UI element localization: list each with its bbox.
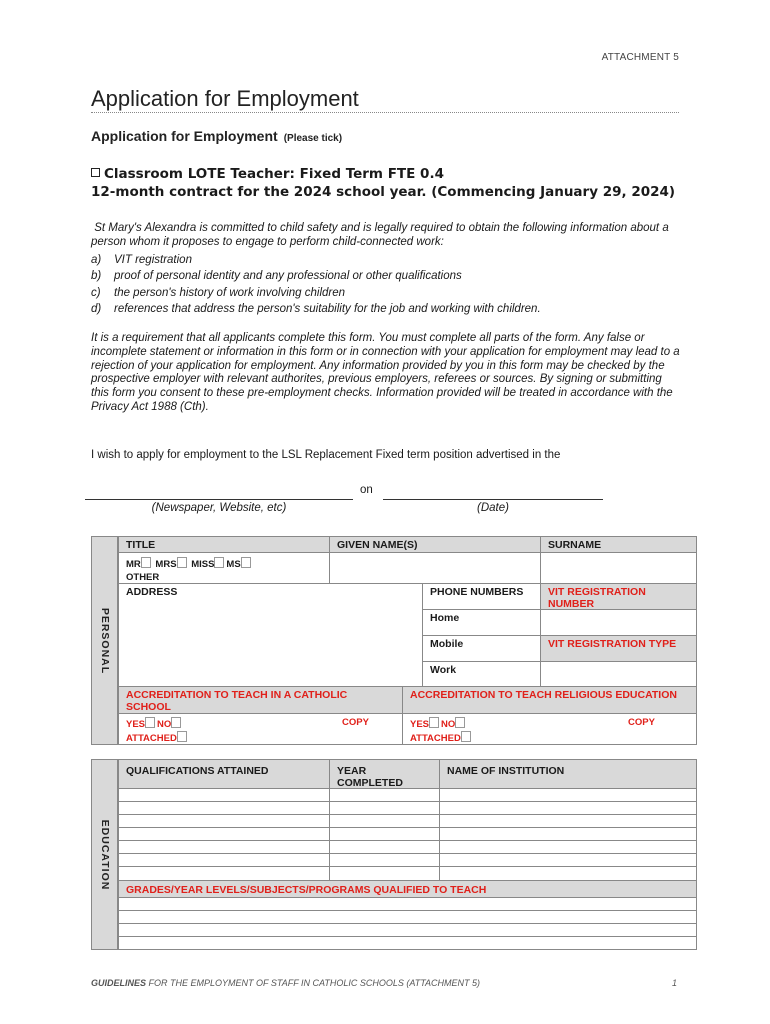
title-option-miss[interactable] [191, 559, 226, 570]
year-field[interactable] [329, 840, 440, 854]
mr-checkbox[interactable] [141, 557, 151, 568]
attached-label: ATTACHED [126, 733, 177, 744]
grades-header: GRADES/YEAR LEVELS/SUBJECTS/PROGRAMS QUALIFIED TO TEACH [118, 880, 697, 898]
home-label: Home [430, 612, 460, 624]
miss-label: MISS [191, 559, 215, 570]
institution-header: NAME OF INSTITUTION [439, 759, 697, 789]
yes-label: YES [410, 719, 430, 730]
surname-field[interactable] [540, 552, 697, 584]
catholic-yes[interactable] [126, 719, 157, 730]
title-option-mrs[interactable] [155, 559, 188, 570]
accreditation-catholic-label: ACCREDITATION TO TEACH IN A CATHOLIC SCHOOL [118, 686, 403, 714]
qualification-field[interactable] [118, 827, 330, 841]
position-contract: 12-month contract for the 2024 school year. (Commencing January 29, 2024) [91, 184, 676, 200]
qualification-field[interactable] [118, 814, 330, 828]
ms-label: MS [226, 559, 241, 570]
given-names-header: GIVEN NAME(S) [329, 536, 541, 553]
miss-checkbox[interactable] [214, 557, 224, 568]
yes-checkbox[interactable] [145, 717, 155, 728]
no-checkbox[interactable] [455, 717, 465, 728]
institution-field[interactable] [439, 840, 697, 854]
child-safety-intro [91, 222, 681, 249]
qualifications-header: QUALIFICATIONS ATTAINED [118, 759, 330, 789]
list-item [91, 253, 681, 269]
list-item [91, 269, 681, 285]
mrs-label: MRS [155, 559, 177, 570]
vit-number-label: VIT REGISTRATION NUMBER [540, 583, 697, 610]
list-item [91, 286, 681, 302]
section-heading-text: Application for Employment [91, 128, 278, 144]
position-checkbox[interactable] [91, 168, 100, 177]
attached-label: ATTACHED [410, 733, 461, 744]
date-field[interactable] [383, 499, 603, 500]
mr-label: MR [126, 559, 141, 570]
section-heading [91, 128, 342, 144]
copy-label: COPY [628, 717, 655, 728]
grades-field[interactable] [118, 897, 697, 911]
address-field[interactable] [118, 583, 423, 687]
accreditation-religious-options [402, 713, 697, 745]
accreditation-catholic-options [118, 713, 403, 745]
address-label: ADDRESS [126, 586, 178, 598]
list-text: the person's history of work involving children [114, 286, 346, 299]
requirement-paragraph: It is a requirement that all applicants complete this form. You must complete all parts of the form. Any false or incomplete statement or information in this form or in connection with your application for employment may lead to a rejection of your application for employment. Any information provided by you in this form may be checked by the prospective employer with relevant authorites, previous employers, referees or sources. By signing or submitting this form you consent to these pre-employment checks. Information provided will be treated in accordance with the Privacy Act 1988 (Cth). [91, 332, 680, 413]
institution-field[interactable] [439, 788, 697, 802]
requirements-list [91, 253, 681, 318]
accreditation-religious-label: ACCREDITATION TO TEACH RELIGIOUS EDUCATION [402, 686, 697, 714]
work-phone-field[interactable] [422, 661, 541, 687]
newspaper-field[interactable] [85, 499, 353, 500]
list-text: references that address the person's suitability for the job and working with children. [114, 302, 541, 315]
title-header: TITLE [118, 536, 330, 553]
qualification-field[interactable] [118, 853, 330, 867]
title-option-mr[interactable] [126, 559, 153, 570]
attached-checkbox[interactable] [177, 731, 187, 742]
phone-numbers-label: PHONE NUMBERS [422, 583, 541, 610]
list-letter: d) [91, 302, 102, 315]
on-label: on [360, 484, 373, 496]
education-side-label [91, 759, 118, 950]
grades-field[interactable] [118, 910, 697, 924]
yes-checkbox[interactable] [429, 717, 439, 728]
title-option-ms[interactable] [226, 559, 252, 570]
surname-header: SURNAME [540, 536, 697, 553]
institution-field[interactable] [439, 853, 697, 867]
list-letter: a) [91, 254, 102, 266]
yes-label: YES [126, 719, 146, 730]
list-text: proof of personal identity and any professional or other qualifications [114, 270, 462, 283]
newspaper-caption: (Newspaper, Website, etc) [151, 502, 287, 514]
no-label: NO [441, 719, 456, 730]
institution-field[interactable] [439, 801, 697, 815]
religious-no[interactable] [441, 719, 467, 730]
attachment-label: ATTACHMENT 5 [601, 52, 679, 63]
grades-field[interactable] [118, 936, 697, 950]
year-field[interactable] [329, 827, 440, 841]
catholic-no[interactable] [157, 719, 183, 730]
page-number: 1 [672, 978, 678, 988]
no-label: NO [157, 719, 172, 730]
religious-attached[interactable] [410, 733, 473, 744]
position-title: Classroom LOTE Teacher: Fixed Term FTE 0.4 [104, 166, 444, 182]
footer-guidelines [91, 978, 480, 988]
list-item [91, 302, 681, 318]
year-field[interactable] [329, 866, 440, 881]
religious-yes[interactable] [410, 719, 441, 730]
education-label-text: EDUCATION [98, 819, 111, 890]
intro-text: St Mary's Alexandra is committed to child safety and is legally required to obtain the following information about a person whom it proposes to engage to perform child-connected work: [91, 222, 669, 248]
mobile-label: Mobile [430, 638, 464, 650]
institution-field[interactable] [439, 866, 697, 881]
mrs-checkbox[interactable] [177, 557, 187, 568]
work-label: Work [430, 664, 457, 676]
footer-guidelines-bold: GUIDELINES [91, 978, 147, 988]
footer-guidelines-rest: FOR THE EMPLOYMENT OF STAFF IN CATHOLIC SCHOOLS (ATTACHMENT 5) [146, 978, 481, 988]
list-text: VIT registration [114, 254, 192, 266]
title-divider [91, 112, 679, 113]
institution-field[interactable] [439, 814, 697, 828]
other-label: OTHER [126, 572, 160, 583]
list-letter: c) [91, 286, 101, 299]
please-tick-note: (Please tick) [283, 133, 343, 144]
institution-field[interactable] [439, 827, 697, 841]
year-field[interactable] [329, 801, 440, 815]
copy-label: COPY [342, 717, 369, 728]
date-caption: (Date) [477, 502, 509, 514]
personal-side-label [91, 536, 118, 745]
qualification-field[interactable] [118, 866, 330, 881]
grades-field[interactable] [118, 923, 697, 937]
position-option[interactable] [91, 166, 444, 182]
given-names-field[interactable] [329, 552, 541, 584]
catholic-attached[interactable] [126, 733, 189, 744]
vit-number-field[interactable] [540, 609, 697, 636]
list-letter: b) [91, 270, 102, 283]
mobile-phone-field[interactable] [422, 635, 541, 662]
no-checkbox[interactable] [171, 717, 181, 728]
ms-checkbox[interactable] [241, 557, 251, 568]
year-field[interactable] [329, 788, 440, 802]
qualification-field[interactable] [118, 840, 330, 854]
home-phone-field[interactable] [422, 609, 541, 636]
vit-type-field[interactable] [540, 661, 697, 687]
apply-statement: I wish to apply for employment to the LSL Replacement Fixed term position advertised in the [91, 449, 561, 461]
page-title: Application for Employment [91, 86, 359, 111]
year-field[interactable] [329, 853, 440, 867]
year-completed-header: YEAR COMPLETED [329, 759, 440, 789]
personal-label-text: PERSONAL [98, 607, 111, 674]
title-options-cell [118, 552, 330, 584]
year-field[interactable] [329, 814, 440, 828]
vit-type-label: VIT REGISTRATION TYPE [540, 635, 697, 662]
qualification-field[interactable] [118, 801, 330, 815]
attached-checkbox[interactable] [461, 731, 471, 742]
qualification-field[interactable] [118, 788, 330, 802]
